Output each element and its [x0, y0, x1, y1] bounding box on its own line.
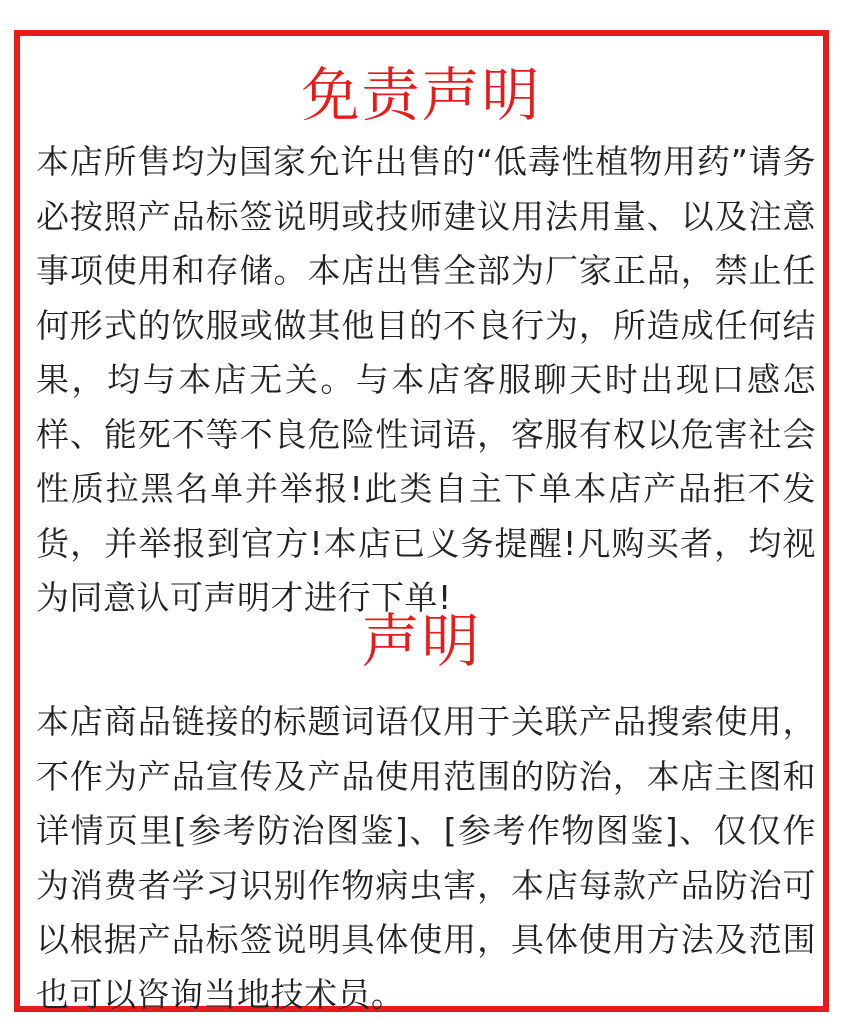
notice-frame: [14, 30, 829, 1012]
disclaimer-body: 本店所售均为国家允许出售的“低毒性植物用药”请务必按照产品标签说明或技师建议用法用量、以及注意事项使用和存储。本店出售全部为厂家正品，禁止任何形式的饮服或做其他目的不良行为，所造成任何结果，均与本店无关。与本店客服聊天时出现口感怎样、能死不等不良危险性词语，客服有权以危害社会性质拉黑名单并举报!此类自主下单本店产品拒不发货，并举报到官方!本店已义务提醒!凡购买者，均视为同意认可声明才进行下单!: [36, 142, 816, 617]
statement-body: 本店商品链接的标题词语仅用于关联产品搜索使用，不作为产品宣传及产品使用范围的防治，本店主图和详情页里[参考防治图鉴]、[参考作物图鉴]、仅仅作为消费者学习识别作物病虫害，本店每款产品防治可以根据产品标签说明具体使用，具体使用方法及范围也可以咨询当地技术员。: [36, 702, 816, 1014]
statement-title: 声明: [361, 607, 482, 675]
disclaimer-title: 免责声明: [301, 61, 542, 129]
